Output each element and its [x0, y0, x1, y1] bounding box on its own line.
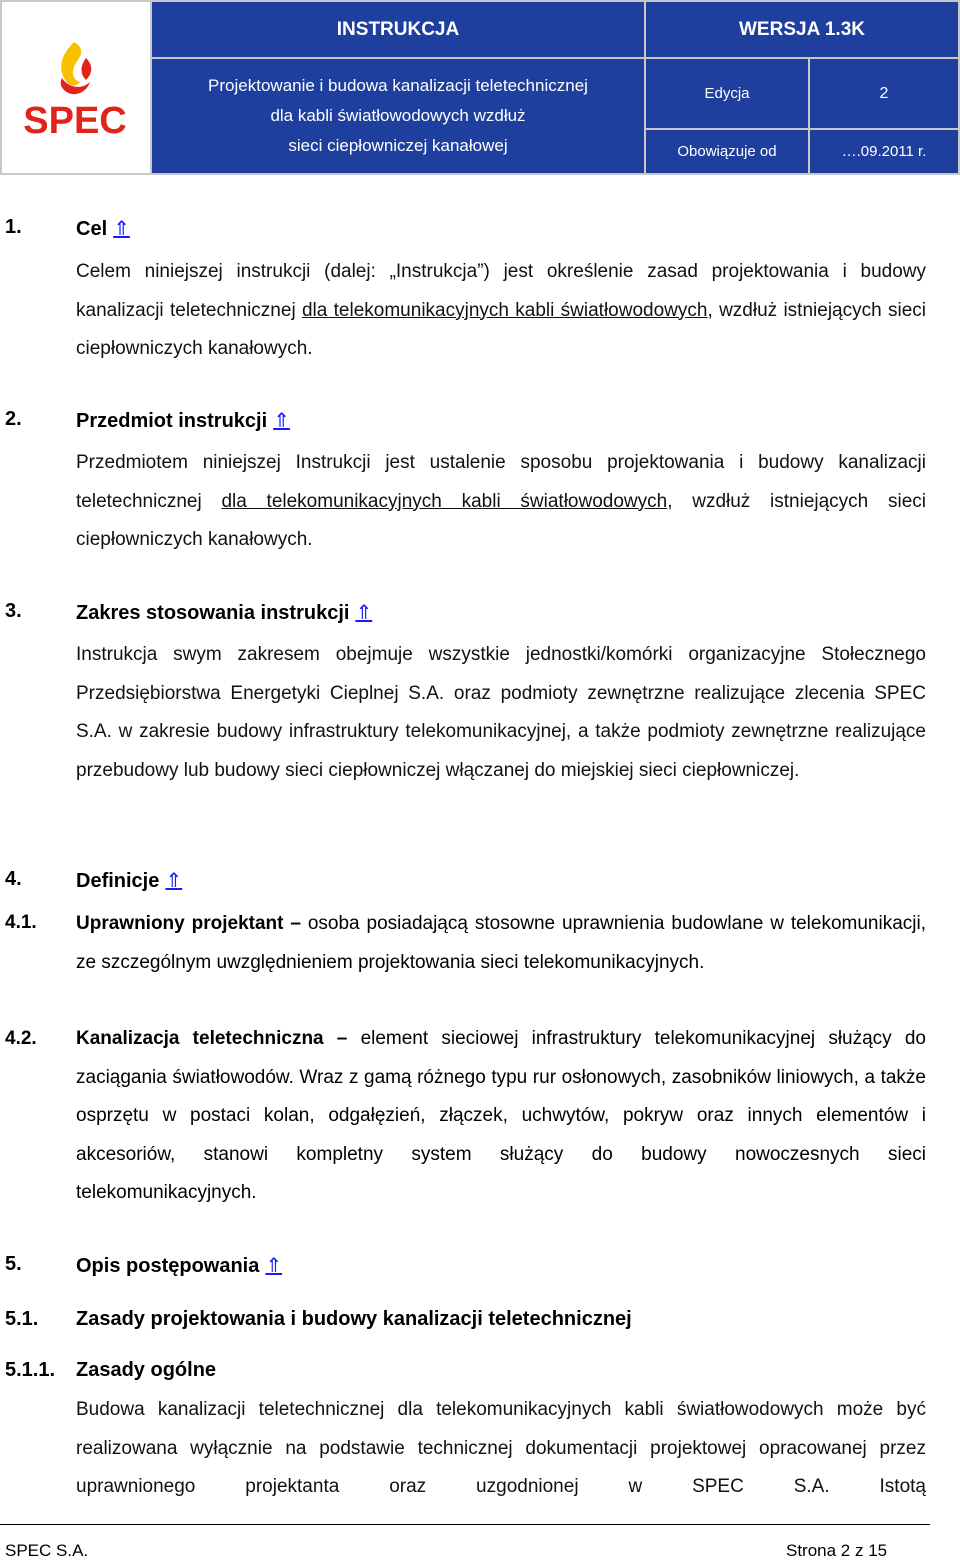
footer-company: SPEC S.A.	[5, 1541, 89, 1560]
back-to-top-link[interactable]: ⇑	[355, 602, 373, 624]
spec-logo	[2, 2, 148, 168]
text-part: Przedmiotem niniejszej Instrukcji jest ustalenie sposobu projektowania i budowy kanalizacji teletechnicznej	[76, 452, 926, 512]
subsection-title: Zasady ogólne	[76, 1359, 217, 1381]
text-part: , wzdłuż istniejących sieci ciepłowniczych kanałowych.	[76, 490, 927, 550]
section-title: Cel	[76, 218, 108, 240]
footer-divider	[0, 1524, 930, 1525]
section-number: 2.	[5, 408, 22, 430]
definition-text: element sieciowej infrastruktury telekomunikacyjnej służący do zaciągania światłowodów. Wraz z gamą różnego typu rur osłonowych, zasobników liniowych, a także osprzętu w postaci kolan, odgałęzień, złączek, uchwytów, pokryw oraz innych elementów i akcesoriów, stanowi kompletny system służący do budowy nowoczesnych sieci telekomunikacyjnych.	[76, 1028, 926, 1203]
subject-line-2: dla kabli światłowodowych wzdłuż	[270, 106, 526, 125]
effective-value: ….09.2011 r.	[809, 129, 959, 174]
logo-flame-yellow	[61, 42, 81, 85]
definition-1-number: 4.1.	[5, 912, 37, 933]
doc-type: INSTRUKCJA	[151, 1, 645, 58]
subject-line-1: Projektowanie i budowa kanalizacji teletechnicznej	[208, 76, 588, 95]
footer-page-number: Strona 2 z 15	[786, 1541, 888, 1560]
definition-2-number: 4.2.	[5, 1028, 37, 1049]
definition-dash: –	[323, 1028, 361, 1049]
section-2-text	[76, 444, 926, 560]
subsection-title: Zasady projektowania i budowy kanalizacji teletechnicznej	[76, 1308, 632, 1330]
logo-flame-red-small	[82, 58, 92, 80]
edition-value: 2	[809, 58, 959, 129]
section-title: Przedmiot instrukcji	[76, 410, 268, 432]
definition-1	[76, 905, 926, 982]
underlined-phrase: dla telekomunikacyjnych kabli światłowodowych	[301, 299, 708, 321]
section-number: 5.	[5, 1253, 22, 1275]
section-title: Definicje	[76, 870, 160, 892]
section-title: Opis postępowania	[76, 1255, 260, 1277]
subsection-5-1-1-text: Budowa kanalizacji teletechnicznej dla telekomunikacyjnych kabli światłowodowych może być realizowana wyłącznie na podstawie technicznej dokumentacji projektowej opracowanej przez uprawnionego projektanta oraz uzgodnionej w SPEC S.A. Istotą	[76, 1399, 926, 1497]
subject-line-3: sieci ciepłowniczej kanałowej	[288, 136, 508, 155]
document-header	[0, 0, 960, 175]
definition-text: osoba posiadającą stosowne uprawnienia budowlane w telekomunikacji, ze szczególnym uwzględnieniem projektowania sieci telekomunikacyjnych.	[76, 913, 926, 973]
doc-version: WERSJA 1.3K	[645, 1, 959, 58]
subject-cell	[151, 58, 645, 174]
section-number: 3.	[5, 600, 22, 622]
section-3-text: Instrukcja swym zakresem obejmuje wszystkie jednostki/komórki organizacyjne Stołecznego Przedsiębiorstwa Energetyki Cieplnej S.A. oraz podmioty zewnętrzne realizujące zlecenia SPEC S.A. w zakresie budowy infrastruktury telekomunikacyjnej, a także podmioty zewnętrzne realizujące przebudowy lub budowy sieci ciepłowniczej włączanej do miejskiej sieci ciepłowniczej.	[76, 644, 926, 781]
back-to-top-link[interactable]: ⇑	[273, 410, 290, 432]
text-part: Celem niniejszej instrukcji (dalej: „Instrukcja”) jest określenie zasad projektowania i budowy kanalizacji teletechnicznej	[76, 261, 926, 321]
logo-text: SPEC	[23, 100, 127, 142]
edition-label: Edycja	[645, 58, 809, 129]
section-1-text	[76, 253, 926, 369]
underlined-phrase: dla telekomunikacyjnych kabli światłowodowych	[221, 490, 668, 512]
section-number: 4.	[5, 868, 22, 890]
definition-2	[76, 1020, 926, 1213]
effective-label: Obowiązuje od	[645, 129, 809, 174]
back-to-top-link[interactable]: ⇑	[165, 870, 183, 892]
text-part: , wzdłuż istniejących sieci ciepłowniczych kanałowych.	[76, 299, 926, 359]
section-title: Zakres stosowania instrukcji	[76, 602, 350, 624]
back-to-top-link[interactable]: ⇑	[265, 1255, 283, 1277]
logo-cell	[1, 1, 151, 174]
definition-term: Kanalizacja teletechniczna	[76, 1028, 324, 1049]
back-to-top-link[interactable]: ⇑	[113, 218, 130, 240]
subsection-number: 5.1.	[5, 1308, 39, 1330]
subsection-number: 5.1.1.	[5, 1359, 56, 1381]
definition-dash: –	[283, 913, 308, 934]
section-number: 1.	[5, 216, 22, 238]
definition-term: Uprawniony projektant	[76, 913, 284, 934]
